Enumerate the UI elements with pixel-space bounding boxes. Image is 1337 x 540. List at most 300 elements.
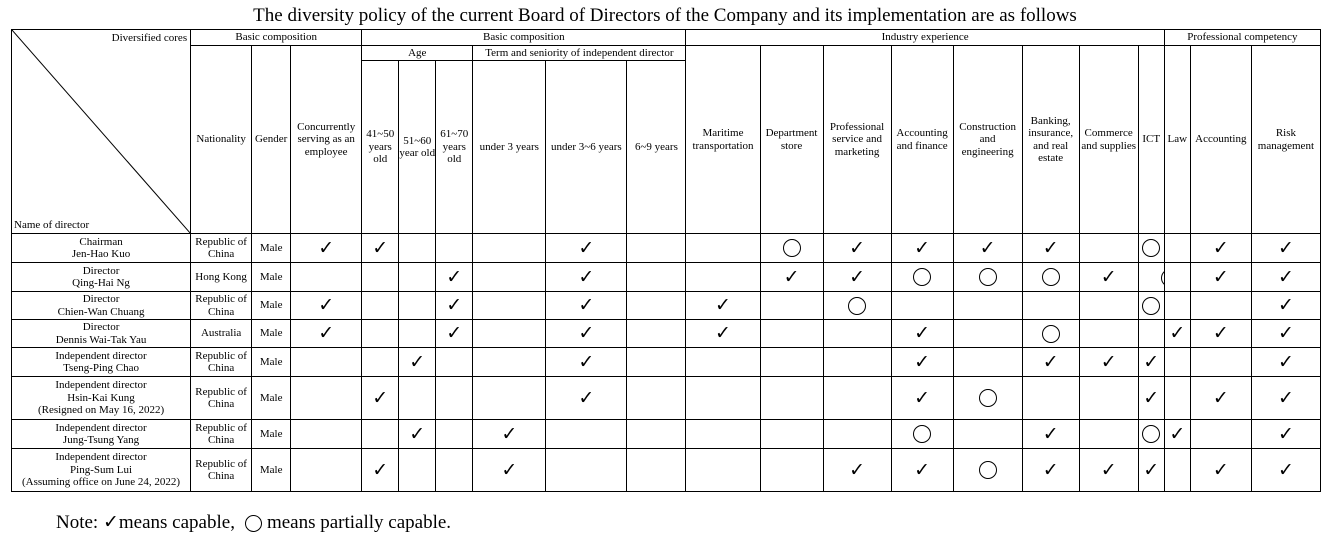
check-icon: ✓: [1143, 350, 1160, 373]
mark-cell: [473, 263, 546, 292]
table-row: [12, 234, 1321, 263]
mark-cell: [1164, 292, 1190, 320]
mark-cell: [1190, 348, 1251, 377]
mark-cell: [1251, 420, 1320, 449]
mark-cell: [1138, 292, 1164, 320]
mark-cell: [473, 320, 546, 348]
nationality-cell: Republic of China: [191, 348, 252, 377]
director-name-cell: [12, 263, 191, 292]
col-header: 41~50 years old: [362, 61, 399, 234]
check-icon: ✓: [914, 236, 931, 259]
mark-cell: [546, 234, 627, 263]
gender-cell: Male: [252, 263, 291, 292]
mark-cell: [1138, 348, 1164, 377]
mark-cell: [362, 377, 399, 420]
check-icon: ✓: [914, 386, 931, 409]
mark-cell: [1022, 377, 1079, 420]
mark-cell: [399, 263, 436, 292]
director-name: Qing-Hai Ng: [72, 277, 130, 289]
check-icon: ✓: [1277, 322, 1294, 345]
circle-icon: [1142, 239, 1160, 257]
mark-cell: [953, 377, 1022, 420]
director-name: Chien-Wan Chuang: [57, 305, 145, 318]
mark-cell: [686, 449, 760, 492]
director-title: Independent director: [55, 451, 147, 464]
nationality-cell: Republic of China: [191, 420, 252, 449]
check-icon: ✓: [1100, 458, 1117, 481]
check-icon: ✓: [1042, 236, 1059, 259]
check-icon: ✓: [372, 236, 389, 259]
gender-cell: Male: [252, 320, 291, 348]
circle-icon: [913, 268, 931, 286]
mark-cell: [436, 348, 473, 377]
col-header: Law: [1164, 46, 1190, 234]
director-title: Independent director: [55, 421, 147, 434]
check-icon: ✓: [1212, 236, 1229, 259]
mark-cell: [399, 449, 436, 492]
check-icon: ✓: [578, 322, 595, 345]
page-title: The diversity policy of the current Board of Directors of the Company and its implementation are as follows: [253, 5, 1077, 26]
mark-cell: [1190, 292, 1251, 320]
mark-cell: [291, 449, 362, 492]
mark-cell: [473, 234, 546, 263]
diversity-table: [11, 29, 1321, 492]
mark-cell: [1022, 320, 1079, 348]
mark-cell: [1251, 449, 1320, 492]
mark-cell: [399, 292, 436, 320]
col-header: Accounting: [1190, 46, 1251, 234]
check-icon: ✓: [1143, 386, 1160, 409]
mark-cell: [1190, 449, 1251, 492]
circle-icon: [979, 268, 997, 286]
circle-icon: [245, 515, 262, 532]
mark-cell: [1251, 348, 1320, 377]
mark-cell: [1138, 234, 1164, 263]
check-icon: ✓: [1212, 458, 1229, 481]
nationality-cell: Republic of China: [191, 292, 252, 320]
mark-cell: [473, 377, 546, 420]
director-title: Director: [82, 293, 120, 305]
mark-cell: [686, 348, 760, 377]
mark-cell: [627, 420, 686, 449]
mark-cell: [686, 420, 760, 449]
mark-cell: [362, 320, 399, 348]
circle-icon: [913, 425, 931, 443]
mark-cell: [473, 449, 546, 492]
col-header: Commerce and supplies: [1079, 46, 1138, 234]
mark-cell: [546, 449, 627, 492]
mark-cell: [760, 320, 823, 348]
mark-cell: [891, 234, 953, 263]
mark-cell: [1190, 263, 1251, 292]
mark-cell: [627, 234, 686, 263]
table-row: [12, 377, 1321, 420]
check-icon: ✓: [102, 511, 119, 533]
mark-cell: [1251, 320, 1320, 348]
mark-cell: [627, 292, 686, 320]
corner-header-cell: [12, 30, 191, 234]
check-icon: ✓: [1042, 422, 1059, 445]
mark-cell: [436, 320, 473, 348]
check-icon: ✓: [372, 458, 389, 481]
mark-cell: [1022, 234, 1079, 263]
director-note: (Assuming office on June 24, 2022): [22, 476, 181, 489]
mark-cell: [1164, 377, 1190, 420]
col-header: under 3~6 years: [546, 61, 627, 234]
check-icon: ✓: [372, 386, 389, 409]
mark-cell: [399, 348, 436, 377]
check-icon: ✓: [914, 322, 931, 345]
mark-cell: [953, 263, 1022, 292]
director-name: Jung-Tsung Yang: [62, 434, 140, 446]
gender-cell: Male: [252, 377, 291, 420]
mark-cell: [546, 320, 627, 348]
director-name-cell: [12, 449, 191, 492]
nationality-cell: Republic of China: [191, 234, 252, 263]
director-name: Dennis Wai-Tak Yau: [55, 333, 147, 346]
check-icon: ✓: [1277, 422, 1294, 445]
director-name-cell: [12, 348, 191, 377]
check-icon: ✓: [1042, 458, 1059, 481]
mark-cell: [686, 320, 760, 348]
mark-cell: [1251, 292, 1320, 320]
circle-icon: [979, 389, 997, 407]
col-header: under 3 years: [473, 61, 546, 234]
table-row: [12, 263, 1321, 292]
mark-cell: [546, 420, 627, 449]
mark-cell: [362, 292, 399, 320]
mark-cell: [436, 449, 473, 492]
check-icon: ✓: [1277, 350, 1294, 373]
mark-cell: [1079, 263, 1138, 292]
director-title: Director: [82, 264, 120, 277]
mark-cell: [473, 348, 546, 377]
check-icon: ✓: [578, 265, 595, 288]
nationality-cell: Republic of China: [191, 449, 252, 492]
table-body: [12, 234, 1321, 492]
check-icon: ✓: [578, 294, 595, 317]
mark-cell: [627, 377, 686, 420]
mark-cell: [362, 449, 399, 492]
check-icon: ✓: [578, 350, 595, 373]
mark-cell: [760, 449, 823, 492]
check-icon: ✓: [783, 265, 800, 288]
circle-icon: [1042, 268, 1060, 286]
check-icon: ✓: [914, 350, 931, 373]
mark-cell: [760, 420, 823, 449]
mark-cell: [953, 292, 1022, 320]
mark-cell: [953, 234, 1022, 263]
mark-cell: [399, 377, 436, 420]
col-header: Nationality: [191, 46, 252, 234]
mark-cell: [291, 377, 362, 420]
col-header: ICT: [1138, 46, 1164, 234]
mark-cell: [1164, 320, 1190, 348]
mark-cell: [362, 263, 399, 292]
mark-cell: [1138, 320, 1164, 348]
check-icon: ✓: [1212, 322, 1229, 345]
col-header: Risk management: [1251, 46, 1320, 234]
check-icon: ✓: [578, 386, 595, 409]
check-icon: ✓: [318, 236, 335, 259]
table-row: [12, 320, 1321, 348]
mark-cell: [1251, 377, 1320, 420]
mark-cell: [1164, 234, 1190, 263]
mark-cell: [1079, 320, 1138, 348]
check-icon: ✓: [979, 236, 996, 259]
mark-cell: [291, 420, 362, 449]
mark-cell: [686, 377, 760, 420]
note-capable-text: means capable,: [118, 512, 235, 533]
col-header: Accounting and finance: [891, 46, 953, 234]
table-row: [12, 449, 1321, 492]
check-icon: ✓: [1100, 350, 1117, 373]
mark-cell: [1190, 377, 1251, 420]
check-icon: ✓: [1143, 458, 1160, 481]
mark-cell: [891, 263, 953, 292]
director-name-cell: [12, 292, 191, 320]
gender-cell: Male: [252, 234, 291, 263]
check-icon: ✓: [1277, 386, 1294, 409]
mark-cell: [1022, 449, 1079, 492]
table-row: [12, 292, 1321, 320]
mark-cell: [291, 234, 362, 263]
mark-cell: [891, 320, 953, 348]
mark-cell: [953, 320, 1022, 348]
director-title: Chairman: [79, 235, 123, 248]
mark-cell: [1138, 420, 1164, 449]
col-header: Construction and engineering: [953, 46, 1022, 234]
gender-cell: Male: [252, 292, 291, 320]
mark-cell: [686, 263, 760, 292]
col-header: 61~70 years old: [436, 61, 473, 234]
check-icon: ✓: [849, 236, 866, 259]
circle-icon: [1142, 425, 1160, 443]
mark-cell: [1164, 263, 1190, 292]
mark-cell: [891, 377, 953, 420]
col-header: Banking, insurance, and real estate: [1022, 46, 1079, 234]
nationality-cell: Australia: [191, 320, 252, 348]
gender-cell: Male: [252, 420, 291, 449]
mark-cell: [823, 449, 891, 492]
circle-icon: [848, 297, 866, 315]
mark-cell: [823, 234, 891, 263]
check-icon: ✓: [1277, 294, 1294, 317]
circle-icon: [1042, 325, 1060, 343]
mark-cell: [436, 377, 473, 420]
mark-cell: [823, 348, 891, 377]
gender-cell: Male: [252, 449, 291, 492]
check-icon: ✓: [849, 265, 866, 288]
table-row: [12, 348, 1321, 377]
mark-cell: [1079, 234, 1138, 263]
mark-cell: [436, 263, 473, 292]
mark-cell: [891, 292, 953, 320]
mark-cell: [1022, 292, 1079, 320]
mark-cell: [399, 420, 436, 449]
mark-cell: [1251, 234, 1320, 263]
director-name-cell: [12, 377, 191, 420]
mark-cell: [627, 320, 686, 348]
check-icon: ✓: [318, 294, 335, 317]
check-icon: ✓: [501, 458, 518, 481]
mark-cell: [823, 420, 891, 449]
check-icon: ✓: [1277, 458, 1294, 481]
mark-cell: [1164, 420, 1190, 449]
mark-cell: [436, 234, 473, 263]
note-prefix: Note:: [56, 512, 103, 533]
circle-icon: [783, 239, 801, 257]
director-name: Jen-Hao Kuo: [71, 248, 131, 260]
check-icon: ✓: [446, 265, 463, 288]
group-industry-experience: Industry experience: [686, 30, 1164, 46]
nationality-cell: Republic of China: [191, 377, 252, 420]
corner-bottom-label: Name of director: [14, 218, 90, 231]
mark-cell: [399, 234, 436, 263]
mark-cell: [953, 449, 1022, 492]
mark-cell: [1079, 377, 1138, 420]
corner-top-label: Diversified cores: [111, 32, 188, 44]
mark-cell: [627, 348, 686, 377]
mark-cell: [473, 292, 546, 320]
mark-cell: [1164, 449, 1190, 492]
mark-cell: [1190, 234, 1251, 263]
mark-cell: [399, 320, 436, 348]
mark-cell: [362, 348, 399, 377]
col-header: Department store: [760, 46, 823, 234]
gender-cell: Male: [252, 348, 291, 377]
check-icon: ✓: [446, 322, 463, 345]
col-header: Maritime transportation: [686, 46, 760, 234]
mark-cell: [1251, 263, 1320, 292]
mark-cell: [291, 263, 362, 292]
mark-cell: [1190, 420, 1251, 449]
mark-cell: [953, 420, 1022, 449]
mark-cell: [823, 377, 891, 420]
mark-cell: [760, 292, 823, 320]
col-header: 51~60 year old: [399, 61, 436, 234]
mark-cell: [627, 449, 686, 492]
mark-cell: [546, 377, 627, 420]
director-title: Independent director: [55, 349, 147, 362]
mark-cell: [823, 320, 891, 348]
mark-cell: [1079, 292, 1138, 320]
check-icon: ✓: [914, 458, 931, 481]
mark-cell: [1079, 348, 1138, 377]
check-icon: ✓: [715, 294, 731, 317]
mark-cell: [760, 234, 823, 263]
mark-cell: [436, 420, 473, 449]
mark-cell: [436, 292, 473, 320]
mark-cell: [953, 348, 1022, 377]
col-header: Gender: [252, 46, 291, 234]
director-note: (Resigned on May 16, 2022): [37, 404, 165, 417]
col-header: Concurrently serving as an employee: [291, 46, 362, 234]
mark-cell: [362, 234, 399, 263]
mark-cell: [546, 292, 627, 320]
circle-icon: [1142, 297, 1160, 315]
director-name-cell: [12, 320, 191, 348]
mark-cell: [1079, 420, 1138, 449]
legend-note: [56, 512, 451, 534]
mark-cell: [891, 420, 953, 449]
check-icon: ✓: [715, 322, 731, 345]
check-icon: ✓: [501, 422, 518, 445]
director-name: Ping-Sum Lui: [70, 463, 133, 476]
mark-cell: [891, 449, 953, 492]
check-icon: ✓: [1169, 422, 1186, 445]
mark-cell: [473, 420, 546, 449]
mark-cell: [1190, 320, 1251, 348]
check-icon: ✓: [1212, 386, 1229, 409]
mark-cell: [1138, 377, 1164, 420]
check-icon: ✓: [1277, 265, 1294, 288]
mark-cell: [686, 234, 760, 263]
check-icon: ✓: [1277, 236, 1294, 259]
check-icon: ✓: [409, 350, 426, 373]
check-icon: ✓: [446, 294, 463, 317]
mark-cell: [291, 292, 362, 320]
circle-icon: [979, 461, 997, 479]
director-name-cell: [12, 234, 191, 263]
mark-cell: [823, 263, 891, 292]
check-icon: ✓: [1169, 322, 1186, 345]
check-icon: ✓: [1042, 350, 1059, 373]
note-partial-text: means partially capable.: [266, 512, 452, 533]
circle-icon: [1161, 269, 1164, 285]
table-row: [12, 420, 1321, 449]
director-title: Director: [82, 321, 120, 333]
group-basic-composition-1: Basic composition: [191, 30, 362, 46]
check-icon: ✓: [578, 236, 595, 259]
mark-cell: [291, 348, 362, 377]
mark-cell: [1138, 263, 1164, 292]
director-title: Independent director: [55, 379, 147, 392]
nationality-cell: Hong Kong: [191, 263, 252, 292]
mark-cell: [1022, 263, 1079, 292]
check-icon: ✓: [318, 322, 335, 345]
mark-cell: [891, 348, 953, 377]
mark-cell: [760, 377, 823, 420]
mark-cell: [1138, 449, 1164, 492]
check-icon: ✓: [1100, 265, 1117, 288]
director-name-cell: [12, 420, 191, 449]
group-basic-composition-2: Basic composition: [362, 30, 686, 46]
col-header: Professional service and marketing: [823, 46, 891, 234]
mark-cell: [1079, 449, 1138, 492]
check-icon: ✓: [849, 458, 866, 481]
group-professional-competency: Professional competency: [1164, 30, 1320, 46]
col-header: 6~9 years: [627, 61, 686, 234]
mark-cell: [546, 263, 627, 292]
mark-cell: [760, 263, 823, 292]
director-name: Hsin-Kai Kung: [67, 391, 135, 404]
director-name: Tseng-Ping Chao: [63, 362, 140, 374]
group-age: Age: [362, 46, 473, 61]
mark-cell: [1164, 348, 1190, 377]
check-icon: ✓: [1212, 265, 1229, 288]
mark-cell: [823, 292, 891, 320]
check-icon: ✓: [409, 422, 426, 445]
mark-cell: [291, 320, 362, 348]
mark-cell: [1022, 348, 1079, 377]
mark-cell: [686, 292, 760, 320]
mark-cell: [546, 348, 627, 377]
mark-cell: [760, 348, 823, 377]
mark-cell: [362, 420, 399, 449]
mark-cell: [627, 263, 686, 292]
mark-cell: [1022, 420, 1079, 449]
